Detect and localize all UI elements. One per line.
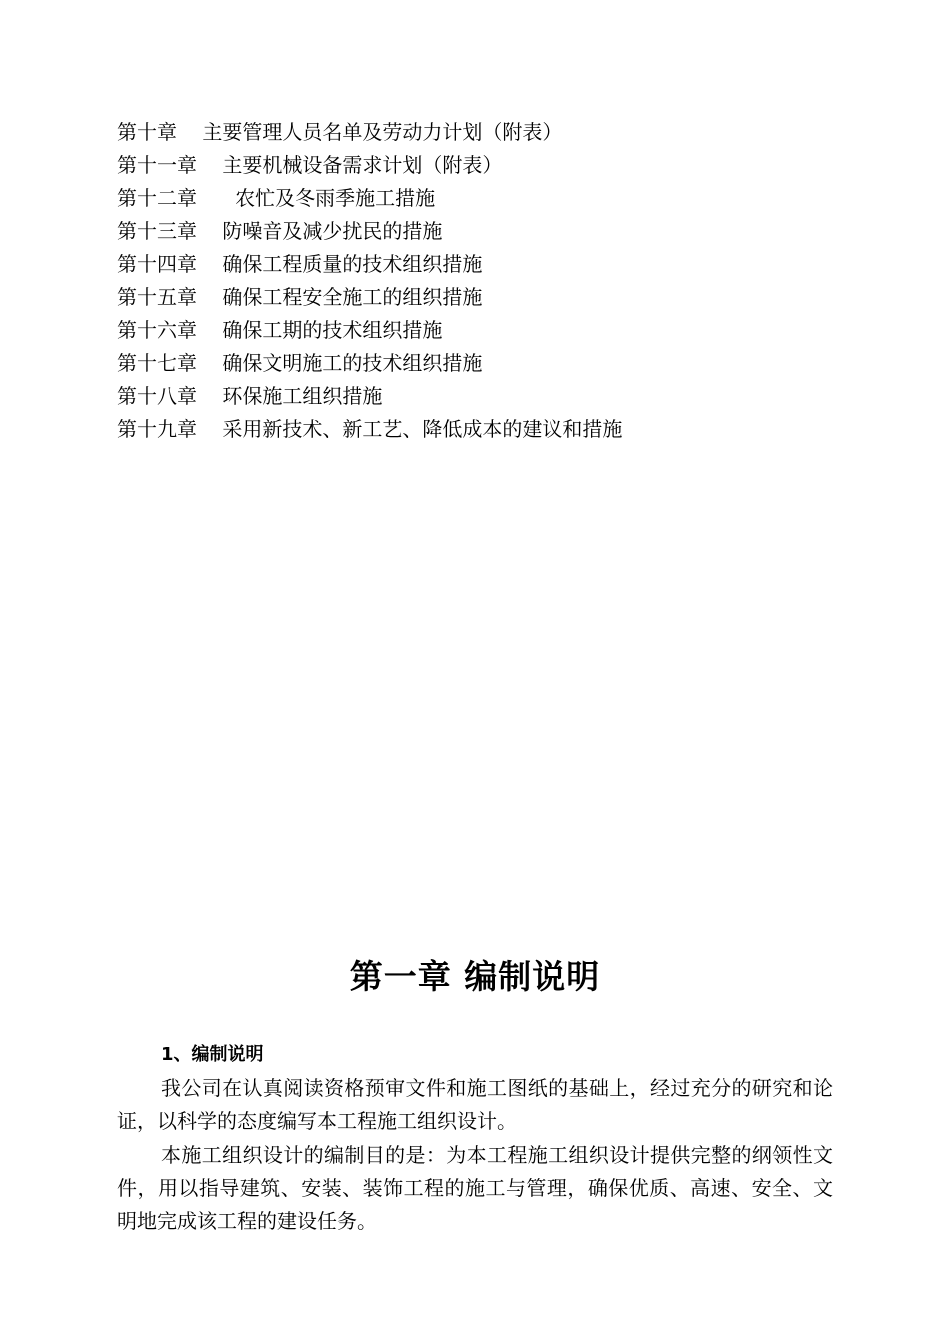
toc-entry-ch18: 第十八章 环保施工组织措施 — [117, 384, 383, 408]
toc-entry-ch14: 第十四章 确保工程质量的技术组织措施 — [117, 252, 483, 276]
toc-entry-ch19: 第十九章 采用新技术、新工艺、降低成本的建议和措施 — [117, 417, 623, 441]
section-heading: 1、编制说明 — [161, 1044, 264, 1065]
toc-entry-ch17: 第十七章 确保文明施工的技术组织措施 — [117, 351, 483, 375]
table-of-contents — [117, 116, 877, 446]
toc-entry-ch16: 第十六章 确保工期的技术组织措施 — [117, 318, 443, 342]
toc-entry-ch11: 第十一章 主要机械设备需求计划（附表） — [117, 153, 503, 177]
chapter-title: 第一章 编制说明 — [349, 957, 601, 996]
body-paragraph-2: 本施工组织设计的编制目的是：为本工程施工组织设计提供完整的纲领性文件，用以指导建筑、安装、装饰工程的施工与管理，确保优质、高速、安全、文明地完成该工程的建设任务。 — [117, 1143, 833, 1233]
toc-entry-ch15: 第十五章 确保工程安全施工的组织措施 — [117, 285, 483, 309]
toc-entry-ch13: 第十三章 防噪音及减少扰民的措施 — [117, 219, 443, 243]
toc-entry-ch10: 第十章 主要管理人员名单及劳动力计划（附表） — [117, 120, 563, 144]
body-paragraph-1: 我公司在认真阅读资格预审文件和施工图纸的基础上，经过充分的研究和论证，以科学的态度编写本工程施工组织设计。 — [117, 1076, 833, 1133]
toc-entry-ch12: 第十二章 农忙及冬雨季施工措施 — [117, 186, 436, 210]
